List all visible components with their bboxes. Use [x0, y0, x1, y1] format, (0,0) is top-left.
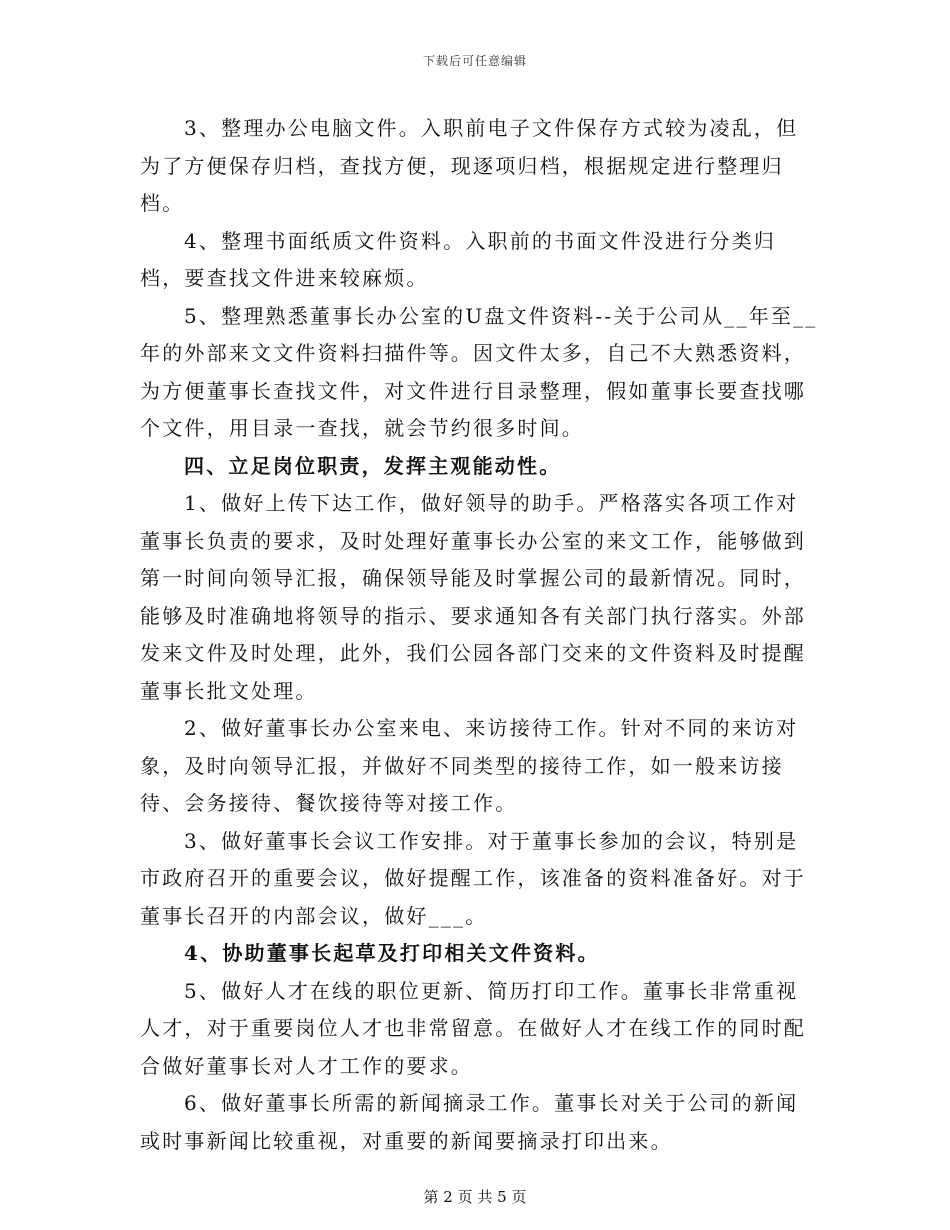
paragraph-item-3: 3、整理办公电脑文件。入职前电子文件保存方式较为凌乱，但为了方便保存归档，查找方便，现逐项归档，根据规定进行整理归档。 — [140, 116, 799, 215]
section-heading-4: 四、立足岗位职责，发挥主观能动性。 — [184, 453, 562, 478]
paragraph-duty-6: 6、做好董事长所需的新闻摘录工作。董事长对关于公司的新闻或时事新闻比较重视，对重要的新闻要摘录打印出来。 — [140, 1091, 799, 1153]
page-header: 下载后可任意编辑 — [422, 54, 527, 68]
paragraph-duty-5: 5、做好人才在线的职位更新、简历打印工作。董事长非常重视人才，对于重要岗位人才也非常留意。在做好人才在线工作的同时配合做好董事长对人才工作的要求。 — [140, 978, 806, 1078]
paragraph-item-5: 5、整理熟悉董事长办公室的U盘文件资料--关于公司从__年至__年的外部来文文件资料扫描件等。因文件太多，自己不大熟悉资料，为方便董事长查找文件，对文件进行目录整理，假如董事长要查找哪个文件，用目录一查找，就会节约很多时间。 — [140, 303, 818, 440]
document-body — [140, 110, 820, 1160]
paragraph-duty-1: 1、做好上传下达工作，做好领导的助手。严格落实各项工作对董事长负责的要求，及时处理好董事长办公室的来文工作，能够做到第一时间向领导汇报，确保领导能及时掌握公司的最新情况。同时，能够及时准确地将领导的指示、要求通知各有关部门执行落实。外部发来文件及时处理，此外，我们公园各部门交来的文件资料及时提醒董事长批文处理。 — [140, 491, 806, 703]
paragraph-item-4: 4、整理书面纸质文件资料。入职前的书面文件没进行分类归档，要查找文件进来较麻烦。 — [140, 228, 777, 290]
page-footer: 第 2 页 共 5 页 — [423, 1188, 527, 1206]
paragraph-duty-2: 2、做好董事长办公室来电、来访接待工作。针对不同的来访对象，及时向领导汇报，并做好不同类型的接待工作，如一般来访接待、会务接待、餐饮接待等对接工作。 — [140, 716, 799, 815]
paragraph-duty-4-heading: 4、协助董事长起草及打印相关文件资料。 — [184, 941, 600, 965]
paragraph-duty-3: 3、做好董事长会议工作安排。对于董事长参加的会议，特别是市政府召开的重要会议，做好提醒工作，该准备的资料准备好。对于董事长召开的内部会议，做好___。 — [140, 828, 806, 928]
